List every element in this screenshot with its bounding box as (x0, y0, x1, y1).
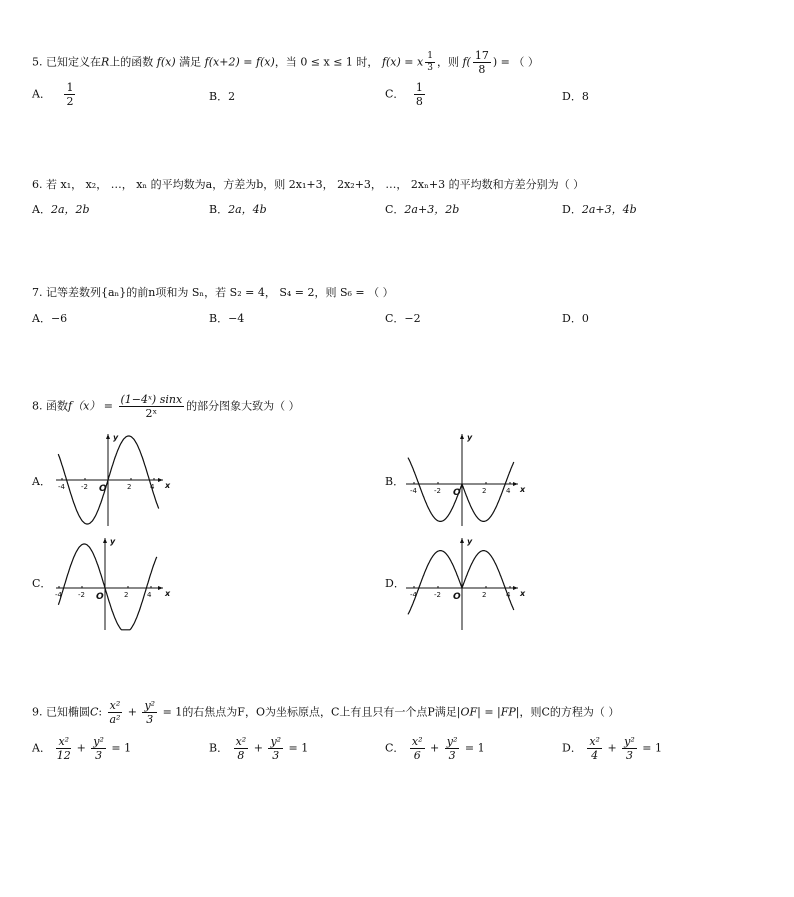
q9-b-d2: 3 (272, 749, 280, 762)
q6-option-d-label: D． (562, 203, 582, 216)
tick-label-2: 2 (124, 591, 129, 599)
x-axis-arrow (513, 586, 518, 590)
q5-frac-den: 8 (478, 63, 486, 76)
q5-option-d[interactable] (562, 88, 589, 104)
q9-a-frac-y (91, 736, 106, 761)
q6-option-a[interactable] (32, 201, 90, 217)
q9-frac-1 (108, 700, 123, 725)
q9-option-d-label: D． (562, 741, 582, 755)
q9-d-frac-y (622, 736, 637, 761)
q9-b-eq1: = 1 (285, 741, 309, 755)
q5-option-c-num: 1 (415, 81, 423, 94)
tick-label-neg2: -2 (434, 591, 441, 599)
q9-a-d1: 12 (56, 749, 71, 762)
q9-frac-1-den: a² (109, 713, 121, 726)
q9-text-c: ，则C的方程为（ ） (519, 705, 620, 719)
q6-option-a-value: 2a，2b (50, 203, 90, 216)
q5-f1: f(x) (156, 55, 176, 69)
q5-option-c-label: C． (385, 87, 405, 101)
q9-b-frac-y (268, 736, 283, 761)
q6-option-b-value: 2a，4b (228, 203, 267, 216)
q9-a-d2: 3 (95, 749, 103, 762)
origin-label: O (99, 484, 107, 494)
q9-option-a[interactable] (32, 736, 131, 761)
q8-equals: = (100, 399, 117, 413)
q8-option-a-label[interactable]: A． (32, 475, 51, 488)
q9-a-eq1: = 1 (107, 741, 132, 755)
q7-option-a[interactable] (32, 310, 67, 326)
q9-a-plus: + (73, 741, 90, 755)
q7-option-c[interactable] (385, 310, 421, 326)
q9-colon: : (98, 705, 106, 719)
q5-f3: f(x) = x (381, 55, 424, 69)
q6-option-d-value: 2a+3，4b (581, 203, 637, 216)
x-axis-label: x (165, 589, 171, 598)
q9-d-d1: 4 (591, 749, 599, 762)
y-axis-arrow (106, 434, 110, 439)
q8-text-a: 8. 函数 (32, 399, 68, 413)
q5-fraction (473, 50, 491, 75)
q9-a-x2: x² (58, 735, 70, 748)
q8-fraction (119, 394, 185, 419)
tick-label-4: 4 (506, 487, 511, 495)
q6-option-c-label: C． (385, 203, 405, 216)
q9-c-x2: x² (411, 735, 423, 748)
q5-option-a-fraction (64, 82, 75, 107)
q9-option-c[interactable] (385, 736, 485, 761)
q9-option-a-label: A． (32, 741, 51, 755)
q9-frac-2-num: y² (144, 699, 156, 712)
y-axis-label: y (110, 537, 116, 546)
x-axis-label: x (520, 485, 526, 494)
q6-option-c-value: 2a+3，2b (404, 203, 460, 216)
q5-exp-den: 3 (427, 62, 433, 73)
q9-d-eq1: = 1 (638, 741, 663, 755)
q5-text-c: 满足 (175, 55, 205, 69)
q9-eq1: = 1 (159, 705, 183, 719)
y-axis-arrow (460, 434, 464, 439)
q5-option-b-label: B． (209, 90, 229, 103)
question-5-stem (32, 50, 539, 75)
q8-option-a-graph[interactable] (50, 428, 175, 528)
q5-f2: f(x+2) = f(x) (204, 55, 275, 69)
q9-b-frac-x (234, 736, 249, 761)
q9-plus: + (124, 705, 141, 719)
q8-function: f（x） (68, 399, 101, 413)
question-9-stem (32, 700, 619, 725)
q9-d-y2: y² (624, 735, 635, 748)
q9-b-x2: x² (235, 735, 247, 748)
q9-C: C (90, 705, 99, 719)
q9-option-b-label: B． (209, 741, 229, 755)
tick-label-neg2: -2 (81, 483, 88, 491)
q9-b-d1: 8 (237, 749, 245, 762)
q5-option-d-value: 8 (581, 90, 589, 103)
q8-option-b-label[interactable]: B． (385, 475, 405, 488)
y-axis-label: y (467, 537, 473, 546)
origin-label: O (453, 592, 461, 602)
q6-option-b-label: B． (209, 203, 229, 216)
tick-label-neg2: -2 (434, 487, 441, 495)
q9-b-y2: y² (270, 735, 282, 748)
question-7-stem: 7. 记等差数列{aₙ}的前n项和为 Sₙ，若 S₂ = 4， S₄ = 2，则 S₆ = （ ） (32, 286, 394, 299)
q5-exponent (425, 52, 435, 73)
q9-text-a: 9. 已知椭圆 (32, 705, 90, 719)
q8-option-d-graph[interactable] (400, 532, 530, 632)
tick-label-neg4: -4 (55, 591, 62, 599)
q6-option-c[interactable] (385, 201, 459, 217)
function-curve (58, 544, 156, 630)
q8-frac-num: (1−4ˣ) sinx (120, 393, 183, 406)
q6-option-b[interactable] (209, 201, 267, 217)
q9-d-frac-x (587, 736, 602, 761)
y-axis-arrow (103, 538, 107, 543)
q6-option-d[interactable] (562, 201, 637, 217)
q9-option-b[interactable] (209, 736, 308, 761)
tick-label-neg2: -2 (78, 591, 85, 599)
q5-option-a-num: 1 (66, 81, 74, 94)
q5-text-a: 5. 已知定义在 (32, 55, 101, 69)
q8-text-b: 的部分图象大致为（ ） (186, 399, 300, 413)
q9-option-d[interactable] (562, 736, 662, 761)
q5-text-d: ，当 (274, 55, 301, 69)
tick-label-neg4: -4 (410, 591, 417, 599)
x-axis-label: x (165, 481, 171, 490)
q5-option-b[interactable] (209, 88, 235, 104)
q5-text-b: 上的函数 (109, 55, 157, 69)
q5-option-a-label: A． (32, 87, 51, 101)
q9-d-plus: + (603, 741, 621, 755)
tick-label-neg4: -4 (410, 487, 417, 495)
q9-frac-1-num: x² (109, 699, 121, 712)
q7-option-c-label: C． (385, 312, 405, 325)
y-axis-arrow (460, 538, 464, 543)
q5-text-g: ) = （ ） (492, 55, 539, 69)
x-axis-arrow (158, 586, 163, 590)
q9-c-d1: 6 (413, 749, 421, 762)
tick-label-4: 4 (147, 591, 152, 599)
q9-c-frac-y (445, 736, 460, 761)
q9-option-c-label: C． (385, 741, 405, 755)
q5-text-f: ，则 (436, 55, 463, 69)
q8-frac-den: 2ˣ (145, 407, 158, 420)
q9-c-plus: + (426, 741, 443, 755)
tick-label-neg4: -4 (58, 483, 65, 491)
tick-label-2: 2 (127, 483, 132, 491)
q7-option-c-value: −2 (404, 312, 421, 325)
q5-option-c[interactable] (385, 82, 427, 107)
q8-option-c-label[interactable]: C． (32, 577, 52, 590)
q9-text-b: 的右焦点为F，O为坐标原点，C上有且只有一个点P满足 (182, 705, 457, 719)
q8-option-d-label[interactable]: D． (385, 577, 405, 590)
tick-label-4: 4 (506, 591, 511, 599)
q5-option-c-fraction (414, 82, 425, 107)
q5-option-d-label: D． (562, 90, 582, 103)
q5-option-a[interactable] (32, 82, 77, 107)
tick-label-4: 4 (150, 483, 155, 491)
q9-a-frac-x (56, 736, 71, 761)
q5-cond: 0 ≤ x ≤ 1 (300, 55, 353, 69)
q5-R: R (101, 55, 110, 69)
y-axis-label: y (113, 433, 119, 442)
question-8-stem (32, 394, 300, 419)
x-axis-arrow (513, 482, 518, 486)
q5-exp-num: 1 (427, 50, 433, 61)
q9-c-frac-x (410, 736, 425, 761)
q9-c-y2: y² (446, 735, 458, 748)
q5-option-c-den: 8 (415, 95, 423, 108)
q9-abs: |OF| = |FP| (456, 705, 520, 719)
q9-d-d2: 3 (625, 749, 633, 762)
x-axis-arrow (158, 478, 163, 482)
q5-option-a-den: 2 (66, 95, 74, 108)
q5-text-e: 时， (352, 55, 382, 69)
question-6-stem: 6. 若 x₁， x₂， …， xₙ 的平均数为a，方差为b，则 2x₁+3， 2x₂+3， …， 2xₙ+3 的平均数和方差分别为（ ） (32, 178, 585, 191)
q7-option-a-label: A． (32, 312, 51, 325)
q7-option-d[interactable] (562, 310, 589, 326)
q8-option-b-graph[interactable] (400, 428, 530, 528)
q9-frac-2 (142, 700, 157, 725)
q9-d-x2: x² (589, 735, 600, 748)
origin-label: O (453, 488, 461, 498)
x-axis-label: x (520, 589, 526, 598)
q9-b-plus: + (250, 741, 267, 755)
q9-c-eq1: = 1 (461, 741, 485, 755)
q7-option-b[interactable] (209, 310, 244, 326)
q7-option-b-value: −4 (228, 312, 245, 325)
q5-f4: f( (462, 55, 471, 69)
tick-label-2: 2 (482, 591, 487, 599)
q9-c-d2: 3 (448, 749, 456, 762)
q9-frac-2-den: 3 (146, 713, 154, 726)
q8-option-c-graph[interactable] (50, 532, 175, 632)
function-curve (408, 551, 514, 615)
q7-option-d-value: 0 (581, 312, 589, 325)
q5-option-b-value: 2 (228, 90, 236, 103)
function-curve (408, 458, 514, 522)
origin-label: O (96, 592, 104, 602)
tick-label-2: 2 (482, 487, 487, 495)
y-axis-label: y (467, 433, 473, 442)
q9-a-y2: y² (93, 735, 104, 748)
q7-option-d-label: D． (562, 312, 582, 325)
q5-frac-num: 17 (474, 49, 489, 62)
q6-option-a-label: A． (32, 203, 51, 216)
q7-option-b-label: B． (209, 312, 229, 325)
q7-option-a-value: −6 (50, 312, 68, 325)
